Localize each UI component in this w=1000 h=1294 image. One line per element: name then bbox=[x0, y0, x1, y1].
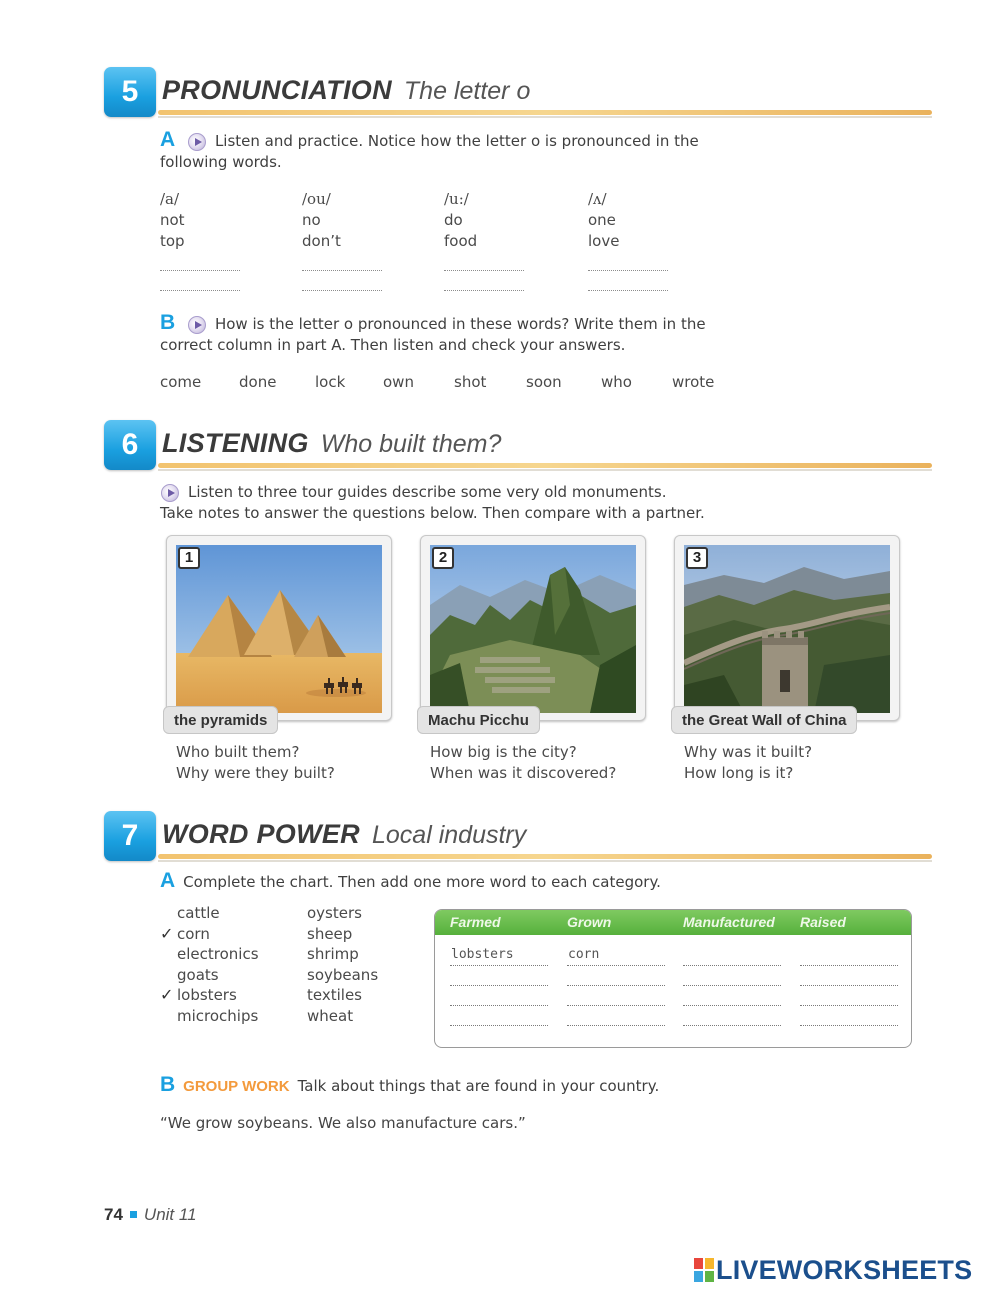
example-word: food bbox=[444, 232, 478, 250]
word-bank-item[interactable]: lock bbox=[315, 373, 346, 391]
instruction-line: following words. bbox=[160, 153, 282, 171]
vocab-item: goats bbox=[177, 965, 219, 984]
photo-frame bbox=[674, 535, 900, 721]
section-title-sub: Local industry bbox=[372, 821, 527, 849]
instruction-line: Listen and practice. Notice how the letter o is pronounced in the bbox=[214, 132, 699, 150]
answer-blank[interactable] bbox=[302, 272, 382, 291]
monument-label: Machu Picchu bbox=[417, 706, 540, 734]
section-6-instructions bbox=[160, 482, 780, 524]
question: How long is it? bbox=[684, 764, 794, 782]
word-bank-item[interactable]: shot bbox=[454, 373, 487, 391]
vocab-item: electronics bbox=[177, 945, 259, 964]
pronunciation-column bbox=[588, 189, 708, 292]
vocab-item: shrimp bbox=[307, 945, 359, 964]
example-word: not bbox=[160, 211, 185, 229]
example-word: top bbox=[160, 232, 185, 250]
question: Why were they built? bbox=[176, 764, 335, 782]
answer-blank[interactable] bbox=[444, 252, 524, 271]
unit-label: Unit 11 bbox=[143, 1205, 197, 1224]
section-rule bbox=[158, 854, 932, 859]
example-sentence: “We grow soybeans. We also manufacture cars.” bbox=[160, 1114, 526, 1132]
chart-cell-raised[interactable] bbox=[800, 986, 898, 1006]
monument-questions bbox=[176, 742, 335, 784]
vocab-item: soybeans bbox=[307, 965, 379, 984]
section-7-part-b bbox=[160, 1074, 780, 1097]
vocab-item: cattle bbox=[177, 904, 220, 922]
word-bank-item[interactable]: own bbox=[383, 373, 414, 391]
vocab-item: oysters bbox=[307, 904, 362, 922]
page-footer bbox=[104, 1205, 197, 1225]
section-rule-shadow bbox=[158, 469, 932, 471]
section-title bbox=[162, 819, 526, 850]
section-title-main: PRONUNCIATION bbox=[162, 75, 392, 105]
machu-picchu-photo bbox=[430, 545, 636, 713]
chart-cell-manufactured[interactable] bbox=[683, 986, 781, 1006]
answer-blank[interactable] bbox=[588, 252, 668, 271]
pronunciation-column bbox=[302, 189, 422, 292]
section-number-badge: 6 bbox=[104, 420, 156, 470]
logo-blocks-icon bbox=[694, 1258, 714, 1282]
pyramids-photo bbox=[176, 545, 382, 713]
sound-symbol: /a/ bbox=[160, 190, 180, 208]
audio-play-icon[interactable] bbox=[188, 316, 206, 334]
group-work-label: GROUP WORK bbox=[183, 1078, 290, 1095]
chart-cell-farmed[interactable]: lobsters bbox=[450, 946, 548, 966]
section-title bbox=[162, 75, 530, 106]
vocab-list bbox=[290, 903, 378, 1027]
section-number-badge: 7 bbox=[104, 811, 156, 861]
vocab-item: ✓ lobsters bbox=[160, 985, 237, 1005]
vocab-item: ✓ corn bbox=[160, 923, 210, 943]
section-title-sub: The letter o bbox=[403, 77, 531, 105]
sound-symbol: /ou/ bbox=[302, 190, 331, 208]
logo-text: LIVEWORKSHEETS bbox=[716, 1255, 973, 1285]
chart-header-raised: Raised bbox=[800, 914, 846, 930]
part-letter: A bbox=[160, 869, 176, 892]
question: How big is the city? bbox=[430, 743, 577, 761]
sound-symbol: /ʌ/ bbox=[588, 190, 607, 208]
part-letter: B bbox=[160, 1073, 176, 1096]
example-word: don’t bbox=[302, 232, 341, 250]
section-rule bbox=[158, 110, 932, 115]
answer-blank[interactable] bbox=[160, 272, 240, 291]
chart-cell-farmed[interactable] bbox=[450, 1006, 548, 1026]
vocab-item: microchips bbox=[177, 1006, 259, 1025]
industry-chart bbox=[434, 909, 912, 1048]
chart-cell-raised[interactable] bbox=[800, 966, 898, 986]
word-bank-item[interactable]: soon bbox=[526, 373, 562, 391]
chart-cell-manufactured[interactable] bbox=[683, 946, 781, 966]
pronunciation-column bbox=[160, 189, 280, 292]
vocab-item: sheep bbox=[307, 924, 353, 943]
chart-cell-grown[interactable] bbox=[567, 1006, 665, 1026]
chart-cell-manufactured[interactable] bbox=[683, 966, 781, 986]
answer-blank[interactable] bbox=[160, 252, 240, 271]
instruction-line: How is the letter o pronounced in these words? Write them in the bbox=[214, 315, 706, 333]
monument-questions bbox=[684, 742, 812, 784]
section-5-header bbox=[104, 67, 932, 123]
vocab-item: wheat bbox=[307, 1006, 354, 1025]
section-7-part-a bbox=[160, 870, 760, 893]
instruction-line: Talk about things that are found in your country. bbox=[297, 1077, 660, 1095]
monument-card bbox=[420, 535, 646, 731]
photo-frame bbox=[166, 535, 392, 721]
word-bank-item[interactable]: who bbox=[601, 373, 632, 391]
chart-cell-farmed[interactable] bbox=[450, 966, 548, 986]
section-rule-shadow bbox=[158, 116, 932, 118]
page-number: 74 bbox=[104, 1205, 123, 1224]
instruction-line: Listen to three tour guides describe some very old monuments. bbox=[188, 483, 667, 501]
part-letter: A bbox=[160, 128, 176, 151]
chart-cell-raised[interactable] bbox=[800, 946, 898, 966]
check-mark-icon: ✓ bbox=[160, 923, 174, 943]
audio-play-icon[interactable] bbox=[188, 133, 206, 151]
example-word: one bbox=[588, 211, 616, 229]
instruction-line: Complete the chart. Then add one more word to each category. bbox=[183, 873, 661, 891]
photo-frame bbox=[420, 535, 646, 721]
footer-square-icon bbox=[130, 1211, 137, 1218]
check-mark-icon: ✓ bbox=[160, 985, 174, 1005]
great-wall-photo bbox=[684, 545, 890, 713]
monument-label: the pyramids bbox=[163, 706, 278, 734]
liveworksheets-logo[interactable] bbox=[694, 1255, 990, 1285]
example-word: no bbox=[302, 211, 321, 229]
monument-label: the Great Wall of China bbox=[671, 706, 857, 734]
section-title-main: LISTENING bbox=[162, 428, 309, 458]
monument-number: 2 bbox=[432, 547, 454, 569]
section-rule bbox=[158, 463, 932, 468]
audio-play-icon[interactable] bbox=[161, 484, 179, 502]
instruction-line: correct column in part A. Then listen and check your answers. bbox=[160, 336, 626, 354]
chart-header-manufactured: Manufactured bbox=[683, 914, 775, 930]
answer-blank[interactable] bbox=[302, 252, 382, 271]
chart-header-grown: Grown bbox=[567, 914, 612, 930]
chart-header-farmed: Farmed bbox=[450, 914, 501, 930]
chart-cell-manufactured[interactable] bbox=[683, 1006, 781, 1026]
sound-symbol: /u:/ bbox=[444, 190, 469, 208]
monument-number: 3 bbox=[686, 547, 708, 569]
monument-questions bbox=[430, 742, 616, 784]
question: Who built them? bbox=[176, 743, 300, 761]
chart-cell-grown[interactable] bbox=[567, 966, 665, 986]
vocab-item: textiles bbox=[307, 986, 362, 1005]
question: When was it discovered? bbox=[430, 764, 617, 782]
word-bank-item[interactable]: come bbox=[160, 373, 202, 391]
section-title bbox=[162, 428, 501, 459]
word-bank bbox=[160, 373, 740, 397]
question: Why was it built? bbox=[684, 743, 813, 761]
section-title-main: WORD POWER bbox=[162, 819, 360, 849]
vocab-list bbox=[160, 903, 259, 1027]
monument-number: 1 bbox=[178, 547, 200, 569]
instruction-line: Take notes to answer the questions below. Then compare with a partner. bbox=[160, 504, 705, 522]
word-bank-item[interactable]: wrote bbox=[672, 373, 715, 391]
pronunciation-column bbox=[444, 189, 564, 292]
chart-cell-grown[interactable] bbox=[567, 986, 665, 1006]
example-word: love bbox=[588, 232, 620, 250]
answer-blank[interactable] bbox=[588, 272, 668, 291]
section-number-badge: 5 bbox=[104, 67, 156, 117]
section-title-sub: Who built them? bbox=[320, 430, 502, 458]
chart-header bbox=[435, 910, 911, 935]
chart-cell-farmed[interactable] bbox=[450, 986, 548, 1006]
chart-cell-raised[interactable] bbox=[800, 1006, 898, 1026]
answer-blank[interactable] bbox=[444, 272, 524, 291]
chart-cell-grown[interactable]: corn bbox=[567, 946, 665, 966]
word-bank-item[interactable]: done bbox=[239, 373, 277, 391]
example-word: do bbox=[444, 211, 463, 229]
section-7-header bbox=[104, 811, 932, 867]
section-5-part-b bbox=[160, 312, 760, 356]
section-rule-shadow bbox=[158, 860, 932, 862]
part-letter: B bbox=[160, 311, 176, 334]
section-5-part-a bbox=[160, 129, 760, 173]
monument-card bbox=[166, 535, 392, 731]
monument-card bbox=[674, 535, 900, 731]
section-6-header bbox=[104, 420, 932, 476]
